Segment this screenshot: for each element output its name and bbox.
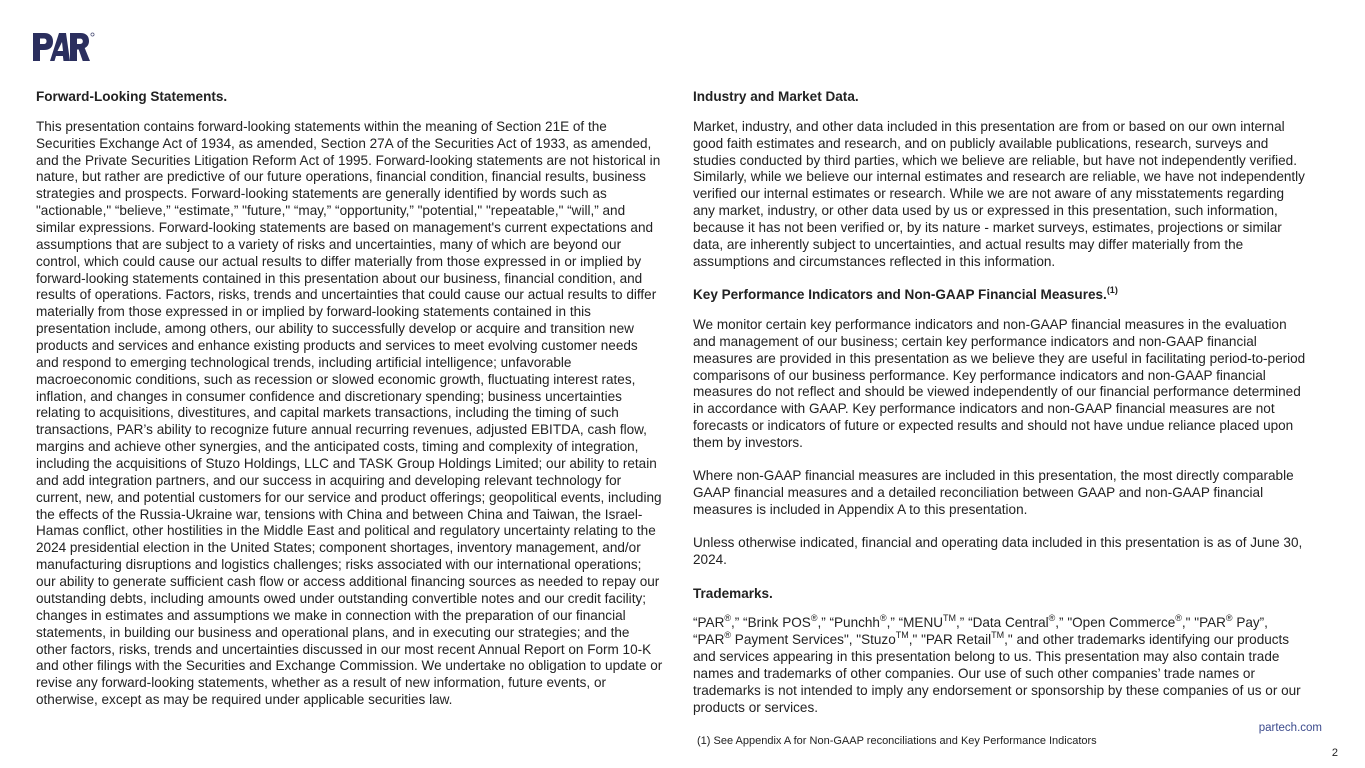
trademark-symbol: ® [1225,613,1233,624]
trademark-symbol: ® [724,630,732,641]
page-number: 2 [1331,747,1338,759]
trademark-symbol: TM [895,630,909,641]
kpi-paragraph-2: Where non-GAAP financial measures are included in this presentation, the most directly comparable GAAP financial measures and a detailed reconciliation between GAAP and non-GAAP financial measures is included in Appendix A to this presentation. [693,468,1294,518]
industry-paragraph: Market, industry, and other data included in this presentation are from or based on our own internal good faith estimates and research, and on publicly available publications, research, surveys and studies conducted by third parties, which we believe are reliable, but have not independently verified. Similarly, while we believe our internal estimates and research are reliable, we have not independently verified our internal estimates or research. While we are not aware of any misstatements regarding any market, industry, or other data used by us or expressed in this presentation, such information, because it has not been verified or, by its nature - market surveys, estimates, projections or similar data, are inherently subject to uncertainties, and actual results may differ materially from the assumptions and circumstances reflected in this information. [693,118,1305,269]
right-column [693,89,1309,733]
kpi-paragraph-1: We monitor certain key performance indicators and non-GAAP financial measures in the evaluation and management of our business; certain key performance indicators and non-GAAP financial measures are provided in this presentation as we believe they are useful in facilitating period-to-period comparisons of our business performance. Key performance indicators and non-GAAP financial measures do not reflect and should be viewed independently of our financial performance determined in accordance with GAAP. Key performance indicators and non-GAAP financial measures are not forecasts or indicators of future or expected results and should not have undue reliance placed upon them by investors. [693,316,1306,450]
trademarks-text: Pay”, “PAR [693,615,1268,648]
trademarks-text: ," and other trademarks identifying our products and services appearing in this presentation belong to us. This presentation may also contain trade names and trademarks of other companies. Our use of such other companies’ trade names or trademarks is not intended to imply any endorsement or sponsorship by these companies of us or our products or services. [693,632,1301,715]
forward-looking-paragraph: This presentation contains forward-looking statements within the meaning of Section 21E of the Securities Exchange Act of 1934, as amended, Section 27A of the Securities Act of 1933, as amended, and the Private Securities Litigation Reform Act of 1995. Forward-looking statements are not historical in nature, but rather are predictive of our future operations, financial condition, financial results, business strategies and prospects. Forward-looking statements are generally identified by words such as "actionable," “believe,” “estimate,” "future," “may,” “opportunity,” "potential," "repeatable," “will,” and similar expressions. Forward-looking statements are based on management's current expectations and assumptions that are subject to a variety of risks and uncertainties, many of which are beyond our control, which could cause our actual results to differ materially from those expressed in or implied by forward-looking statements contained in this presentation about our business, financial condition, and results of operations. Factors, risks, trends and uncertainties that could cause our actual results to differ materially from those expressed in or implied by forward-looking statements contained in this presentation include, among others, our ability to successfully develop or acquire and transition new products and services and enhance existing products and services to meet evolving customer needs and respond to emerging technological trends, including artificial intelligence; unfavorable macroeconomic conditions, such as recession or slowed economic growth, fluctuating interest rates, inflation, and changes in consumer confidence and discretionary spending; business uncertainties relating to acquisitions, divestitures, and capital markets transactions, including the timing of such transactions, PAR’s ability to recognize future annual recurring revenues, adjusted EBITDA, cash flow, margins and achieve other synergies, and the anticipated costs, timing and complexity of integration, including the acquisitions of Stuzo Holdings, LLC and TASK Group Holdings Limited; our ability to retain and add integration partners, and our success in acquiring and developing relevant technology for current, new, and potential customers for our service and product offerings; geopolitical events, including the effects of the Russia-Ukraine war, tensions with China and between China and Taiwan, the Israel-Hamas conflict, other hostilities in the Middle East and political and regulatory uncertainty relating to the 2024 presidential election in the United States; component shortages, inventory management, and/or manufacturing disruptions and logistics challenges; risks associated with our international operations; our ability to generate sufficient cash flow or access additional financing sources as needed to repay our outstanding debts, including amounts owed under outstanding convertible notes and our credit facility; changes in estimates and assumptions we make in connection with the preparation of our financial statements, in building our business and operational plans, and in executing our strategies; and the other factors, risks, trends and uncertainties discussed in our most recent Annual Report on Form 10-K and other filings with the Securities and Exchange Commission. We undertake no obligation to update or revise any forward-looking statements, whether as a result of new information, future events, or otherwise, except as may be required under applicable securities law. [36,118,663,708]
trademark-symbol: ® [810,613,818,624]
trademarks-text: ," "PAR Retail [908,632,992,648]
trademark-symbol: ® [1175,613,1182,624]
trademark-symbol: ® [724,613,732,624]
forward-looking-heading: Forward-Looking Statements. [36,89,228,104]
kpi-paragraph-3: Unless otherwise indicated, financial and operating data included in this presentation is as of June 30, 2024. [693,535,1303,568]
kpi-heading-text: Key Performance Indicators and Non-GAAP Financial Measures. [693,287,1107,303]
trademarks-text: ,” “Brink POS [731,615,811,631]
kpi-heading-footnote-marker: (1) [1106,285,1118,296]
trademark-symbol: ® [879,613,887,624]
industry-heading: Industry and Market Data. [693,89,859,104]
trademarks-text: ,” “MENU [886,615,944,631]
trademarks-paragraph [693,615,1309,716]
trademarks-text: Payment Services", "Stuzo [731,632,896,648]
trademark-symbol: TM [991,630,1005,641]
website-link[interactable]: partech.com [1258,722,1322,734]
trademarks-text: ,” “Punchh [817,615,880,631]
trademark-symbol: TM [943,613,957,624]
par-logo [33,32,95,62]
trademark-symbol: ® [1048,613,1056,624]
kpi-heading [693,287,1309,304]
trademarks-text: ,” “Data Central [956,615,1049,631]
forward-looking-section [36,89,664,725]
footnote: (1) See Appendix A for Non-GAAP reconciliations and Key Performance Indicators [697,735,1097,747]
trademarks-text: ," "PAR [1181,615,1226,631]
trademarks-text: “PAR [693,615,725,631]
trademarks-text: ,” "Open Commerce [1055,615,1176,631]
trademarks-heading: Trademarks. [693,585,773,601]
